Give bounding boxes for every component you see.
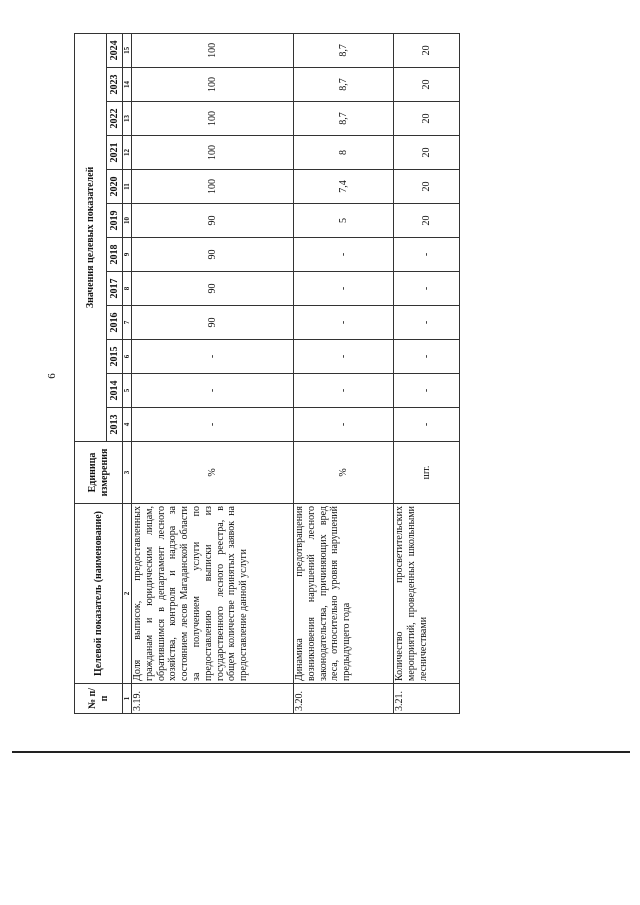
- row-number: 3.19.: [132, 684, 294, 714]
- value-cell: 90: [132, 272, 294, 306]
- value-cell: -: [394, 374, 460, 408]
- value-cell: 20: [394, 204, 460, 238]
- value-cell: 90: [132, 204, 294, 238]
- row-number: 3.21.: [394, 684, 460, 714]
- value-cell: 100: [132, 33, 294, 67]
- value-cell: -: [132, 408, 294, 442]
- table-row: [294, 33, 394, 713]
- header-num: № п/п: [75, 684, 123, 714]
- row-number: 3.20.: [294, 684, 394, 714]
- value-cell: -: [132, 340, 294, 374]
- column-number: 9: [123, 238, 132, 272]
- value-cell: -: [294, 306, 394, 340]
- header-values-group: Значения целевых показателей: [75, 33, 107, 441]
- value-cell: 20: [394, 68, 460, 102]
- header-year: 2014: [107, 374, 123, 408]
- column-number: 7: [123, 306, 132, 340]
- header-year: 2021: [107, 136, 123, 170]
- indicator-name: Доля выписок, предоставленных гражданам и юридическим лицам, обратившимся в департамент лесного хозяйства, контроля и надзора за состоянием лесов Магаданской области за получением услуги по предоставлению выписки из государственного лесного реестра, в общем количестве принятых заявок на предоставление данной услуги: [132, 504, 294, 684]
- value-cell: -: [394, 272, 460, 306]
- header-year: 2016: [107, 306, 123, 340]
- indicator-name: Количество просветительских мероприятий, проведенных школьными лесничествами: [394, 504, 460, 684]
- value-cell: -: [394, 238, 460, 272]
- page-number: 6: [46, 373, 58, 379]
- header-year: 2019: [107, 204, 123, 238]
- value-cell: 20: [394, 136, 460, 170]
- value-cell: -: [394, 408, 460, 442]
- column-number: 12: [123, 136, 132, 170]
- column-number: 15: [123, 33, 132, 67]
- header-year: 2024: [107, 33, 123, 67]
- value-cell: -: [394, 340, 460, 374]
- header-year: 2023: [107, 68, 123, 102]
- value-cell: 20: [394, 170, 460, 204]
- indicator-unit: %: [132, 442, 294, 504]
- header-year: 2018: [107, 238, 123, 272]
- value-cell: -: [294, 374, 394, 408]
- column-number: 1: [123, 684, 132, 714]
- header-year: 2015: [107, 340, 123, 374]
- value-cell: 5: [294, 204, 394, 238]
- value-cell: -: [294, 238, 394, 272]
- header-year: 2022: [107, 102, 123, 136]
- value-cell: 8,7: [294, 68, 394, 102]
- value-cell: 7,4: [294, 170, 394, 204]
- value-cell: 20: [394, 33, 460, 67]
- table-row: [132, 33, 294, 713]
- header-unit: Единица измерения: [75, 442, 123, 504]
- indicator-table-container: [74, 34, 459, 714]
- column-number: 5: [123, 374, 132, 408]
- column-number: 10: [123, 204, 132, 238]
- column-number: 6: [123, 340, 132, 374]
- header-year: 2013: [107, 408, 123, 442]
- value-cell: -: [294, 340, 394, 374]
- indicator-unit: шт.: [394, 442, 460, 504]
- value-cell: -: [294, 408, 394, 442]
- column-number: 11: [123, 170, 132, 204]
- indicator-unit: %: [294, 442, 394, 504]
- column-number: 3: [123, 442, 132, 504]
- value-cell: 100: [132, 102, 294, 136]
- column-number: 13: [123, 102, 132, 136]
- column-number: 8: [123, 272, 132, 306]
- value-cell: 100: [132, 68, 294, 102]
- value-cell: -: [294, 272, 394, 306]
- value-cell: 8,7: [294, 102, 394, 136]
- value-cell: 100: [132, 170, 294, 204]
- value-cell: -: [132, 374, 294, 408]
- indicator-table: [74, 33, 460, 714]
- column-number: 14: [123, 68, 132, 102]
- table-row: [394, 33, 460, 713]
- header-year: 2020: [107, 170, 123, 204]
- value-cell: 90: [132, 238, 294, 272]
- header-year: 2017: [107, 272, 123, 306]
- value-cell: 20: [394, 102, 460, 136]
- column-number: 2: [123, 504, 132, 684]
- value-cell: 100: [132, 136, 294, 170]
- value-cell: 90: [132, 306, 294, 340]
- value-cell: -: [394, 306, 460, 340]
- value-cell: 8,7: [294, 33, 394, 67]
- header-indicator: Целевой показатель (наименование): [75, 504, 123, 684]
- indicator-name: Динамика предотвращения возникновения нарушений лесного законодательства, причиняющих вред леса, относительно уровня нарушений предыдущего года: [294, 504, 394, 684]
- value-cell: 8: [294, 136, 394, 170]
- horizontal-rule: [12, 751, 630, 753]
- column-number: 4: [123, 408, 132, 442]
